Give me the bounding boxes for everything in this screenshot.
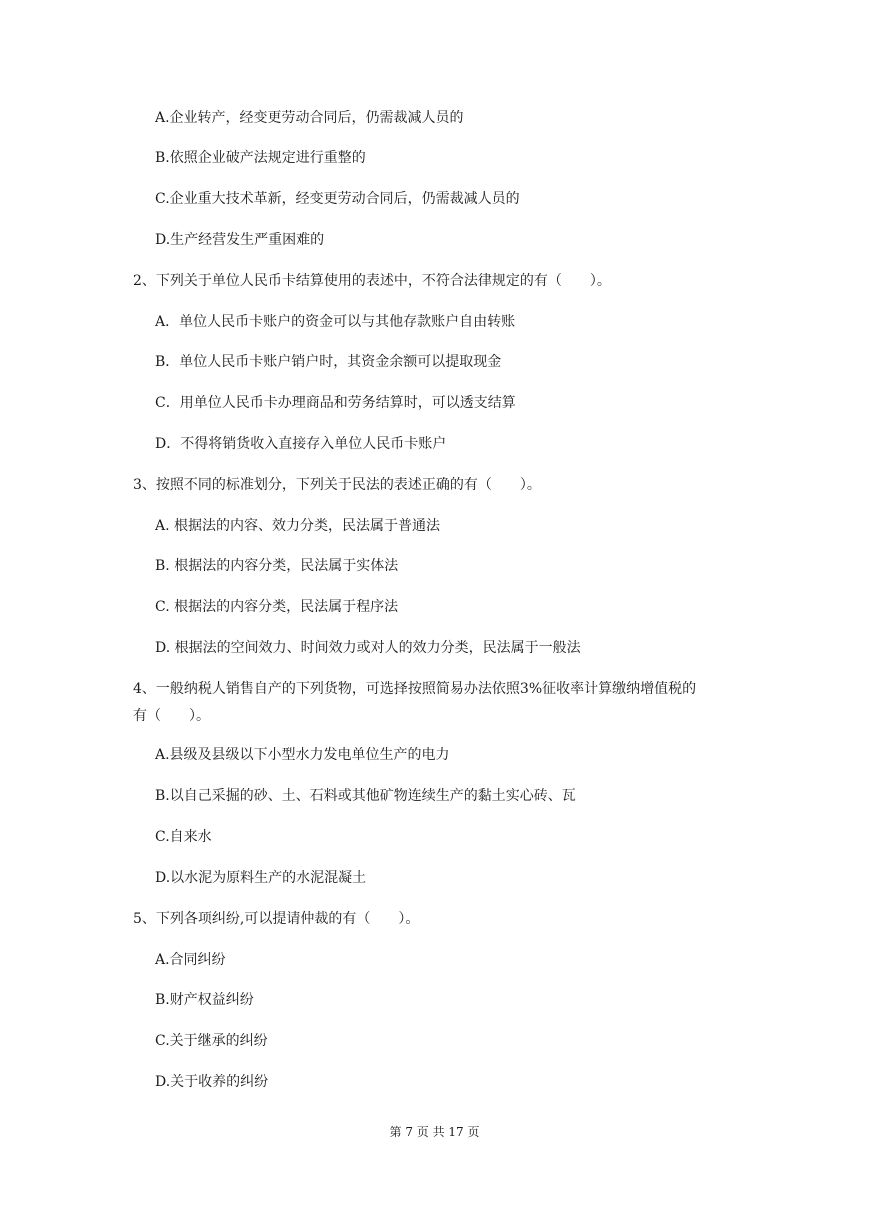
q4-option-c: C.自来水 xyxy=(155,829,212,845)
q3-option-b: B. 根据法的内容分类，民法属于实体法 xyxy=(155,558,399,574)
q4-option-b: B.以自己采掘的砂、土、石料或其他矿物连续生产的黏土实心砖、瓦 xyxy=(155,788,576,804)
q4-option-d: D.以水泥为原料生产的水泥混凝土 xyxy=(155,870,367,886)
q3-option-a: A. 根据法的内容、效力分类，民法属于普通法 xyxy=(155,518,441,534)
q4-question-line2: 有（ ）。 xyxy=(133,708,210,724)
q5-option-c: C.关于继承的纠纷 xyxy=(155,1033,268,1049)
q2-option-c: C．用单位人民币卡办理商品和劳务结算时，可以透支结算 xyxy=(155,395,516,411)
q2-question: 2、下列关于单位人民币卡结算使用的表述中，不符合法律规定的有（ ）。 xyxy=(133,273,611,289)
q5-option-a: A.合同纠纷 xyxy=(155,952,226,968)
q3-question: 3、按照不同的标准划分，下列关于民法的表述正确的有（ ）。 xyxy=(133,477,541,493)
q4-option-a: A.县级及县级以下小型水力发电单位生产的电力 xyxy=(155,747,450,763)
q3-option-c: C. 根据法的内容分类，民法属于程序法 xyxy=(155,599,399,615)
q5-option-d: D.关于收养的纠纷 xyxy=(155,1074,269,1090)
q4-question-line1: 4、一般纳税人销售自产的下列货物，可选择按照简易办法依照3%征收率计算缴纳增值税的 xyxy=(133,681,697,697)
q1-option-b: B.依照企业破产法规定进行重整的 xyxy=(155,150,366,166)
q2-option-d: D．不得将销货收入直接存入单位人民币卡账户 xyxy=(155,436,447,452)
q1-option-a: A.企业转产，经变更劳动合同后，仍需裁减人员的 xyxy=(155,110,464,126)
q2-option-a: A．单位人民币卡账户的资金可以与其他存款账户自由转账 xyxy=(155,314,516,330)
q3-option-d: D. 根据法的空间效力、时间效力或对人的效力分类，民法属于一般法 xyxy=(155,640,581,656)
q1-option-d: D.生产经营发生严重困难的 xyxy=(155,232,325,248)
q5-option-b: B.财产权益纠纷 xyxy=(155,992,254,1008)
page-number-footer: 第 7 页 共 17 页 xyxy=(389,1125,480,1139)
q1-option-c: C.企业重大技术革新，经变更劳动合同后，仍需裁减人员的 xyxy=(155,191,520,207)
q2-option-b: B．单位人民币卡账户销户时，其资金余额可以提取现金 xyxy=(155,354,502,370)
q5-question: 5、下列各项纠纷,可以提请仲裁的有（ ）。 xyxy=(133,911,420,927)
